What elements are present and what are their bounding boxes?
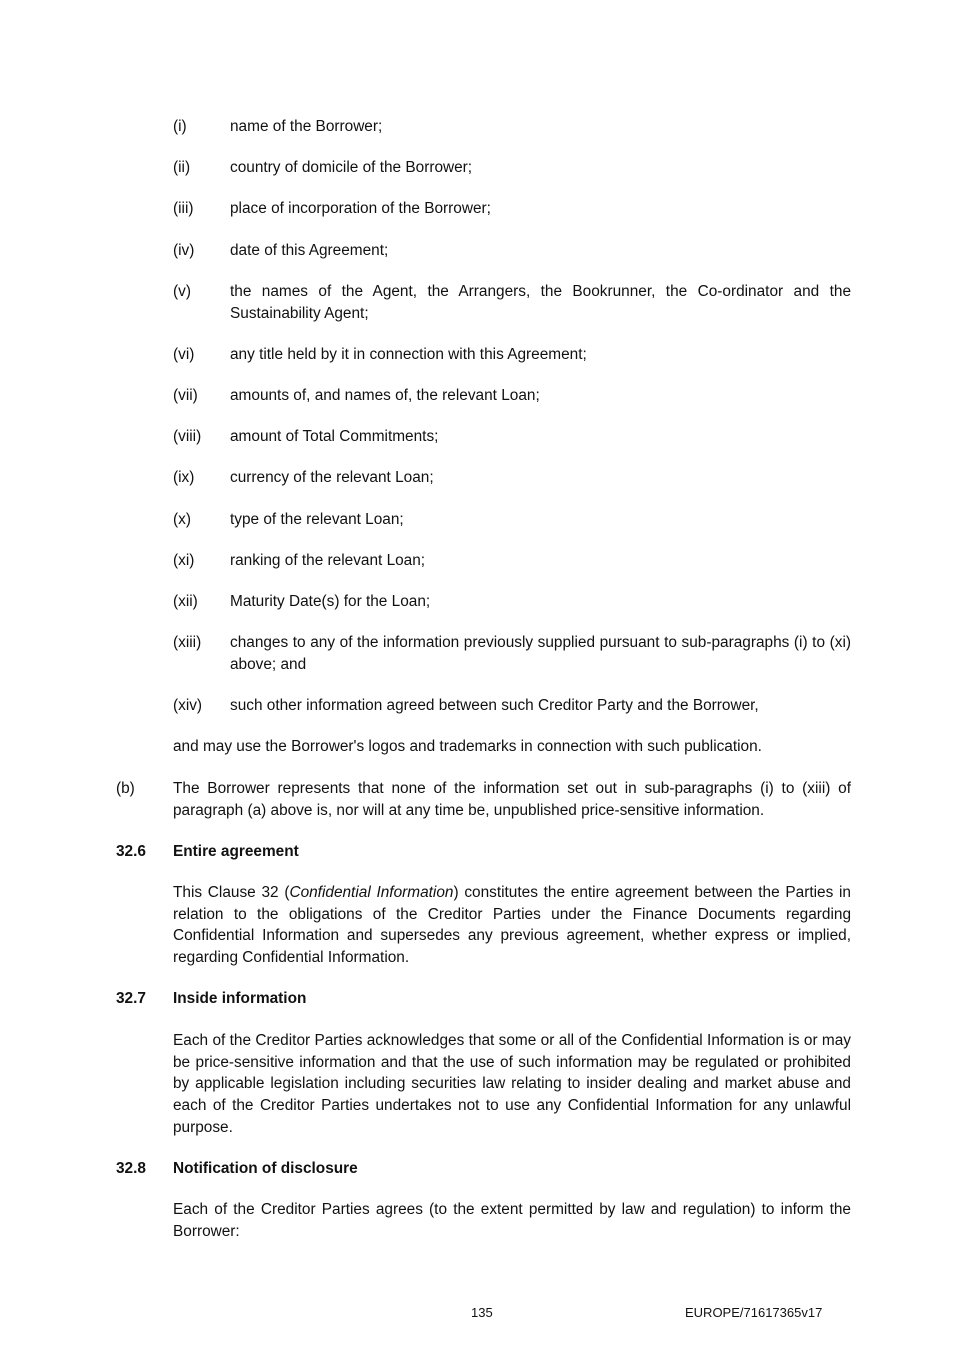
list-item-text: such other information agreed between such Creditor Party and the Borrower, xyxy=(230,697,759,714)
list-item-text: amounts of, and names of, the relevant Loan; xyxy=(230,387,540,404)
section-number: 32.7 xyxy=(116,990,146,1007)
paragraph-label: (b) xyxy=(116,780,135,797)
paragraph-text: The Borrower represents that none of the information set out in sub-paragraphs (i) to (xiii) of paragraph (a) above is, nor will at any time be, unpublished price-sensitive information. xyxy=(173,780,851,819)
list-item-number: (xii) xyxy=(173,593,198,610)
list-item-number: (i) xyxy=(173,118,187,135)
list-item-text: country of domicile of the Borrower; xyxy=(230,159,473,176)
list-item-number: (v) xyxy=(173,283,191,300)
list-item-number: (ix) xyxy=(173,469,195,486)
list-item-number: (viii) xyxy=(173,428,202,445)
list-item-text: any title held by it in connection with this Agreement; xyxy=(230,346,587,363)
section-body-text: Each of the Creditor Parties agrees (to the extent permitted by law and regulation) to inform the Borrower: xyxy=(173,1201,851,1240)
list-item-number: (xiii) xyxy=(173,634,202,651)
list-item-text: changes to any of the information previously supplied pursuant to sub-paragraphs (i) to (xi) above; and xyxy=(230,634,851,673)
document-reference: EUROPE/71617365v17 xyxy=(685,1305,823,1320)
section-number: 32.8 xyxy=(116,1160,146,1177)
list-item-number: (vii) xyxy=(173,387,198,404)
section-body-text xyxy=(173,882,851,969)
list-item-text: name of the Borrower; xyxy=(230,118,383,135)
closing-line-text: and may use the Borrower's logos and trademarks in connection with such publication. xyxy=(173,738,762,755)
list-item-number: (xiv) xyxy=(173,697,203,714)
section-title: Entire agreement xyxy=(173,843,299,860)
section-title: Notification of disclosure xyxy=(173,1160,358,1177)
list-item-text: the names of the Agent, the Arrangers, the Bookrunner, the Co-ordinator and the Sustainability Agent; xyxy=(230,283,851,322)
body-italic-term: Confidential Information xyxy=(289,884,454,901)
body-prefix: This Clause 32 ( xyxy=(173,884,290,901)
list-item-number: (iii) xyxy=(173,200,194,217)
list-item-number: (ii) xyxy=(173,159,191,176)
section-body-text: Each of the Creditor Parties acknowledges that some or all of the Confidential Information is or may be price-sensitive information and that the use of such information may be regulated or prohibited by applicable legislation including securities law relating to insider dealing and market abuse and each of the Creditor Parties undertakes not to use any Confidential Information for any unlawful purpose. xyxy=(173,1032,851,1136)
list-item-text: type of the relevant Loan; xyxy=(230,511,404,528)
section-title: Inside information xyxy=(173,990,307,1007)
list-item-number: (xi) xyxy=(173,552,195,569)
body-suffix: ) constitutes the entire agreement between the Parties in relation to the obligations of the Creditor Parties under the Finance Documents regarding Confidential Information and supersedes any previous agreement, whether express or implied, regarding Confidential Information. xyxy=(173,884,851,967)
list-item-text: currency of the relevant Loan; xyxy=(230,469,434,486)
list-item-number: (vi) xyxy=(173,346,195,363)
list-item-text: Maturity Date(s) for the Loan; xyxy=(230,593,431,610)
page-number: 135 xyxy=(471,1305,493,1320)
list-item-number: (iv) xyxy=(173,242,195,259)
list-item-text: ranking of the relevant Loan; xyxy=(230,552,426,569)
list-item-number: (x) xyxy=(173,511,191,528)
list-item-text: amount of Total Commitments; xyxy=(230,428,439,445)
list-item-text: place of incorporation of the Borrower; xyxy=(230,200,491,217)
list-item-text: date of this Agreement; xyxy=(230,242,389,259)
section-number: 32.6 xyxy=(116,843,146,860)
